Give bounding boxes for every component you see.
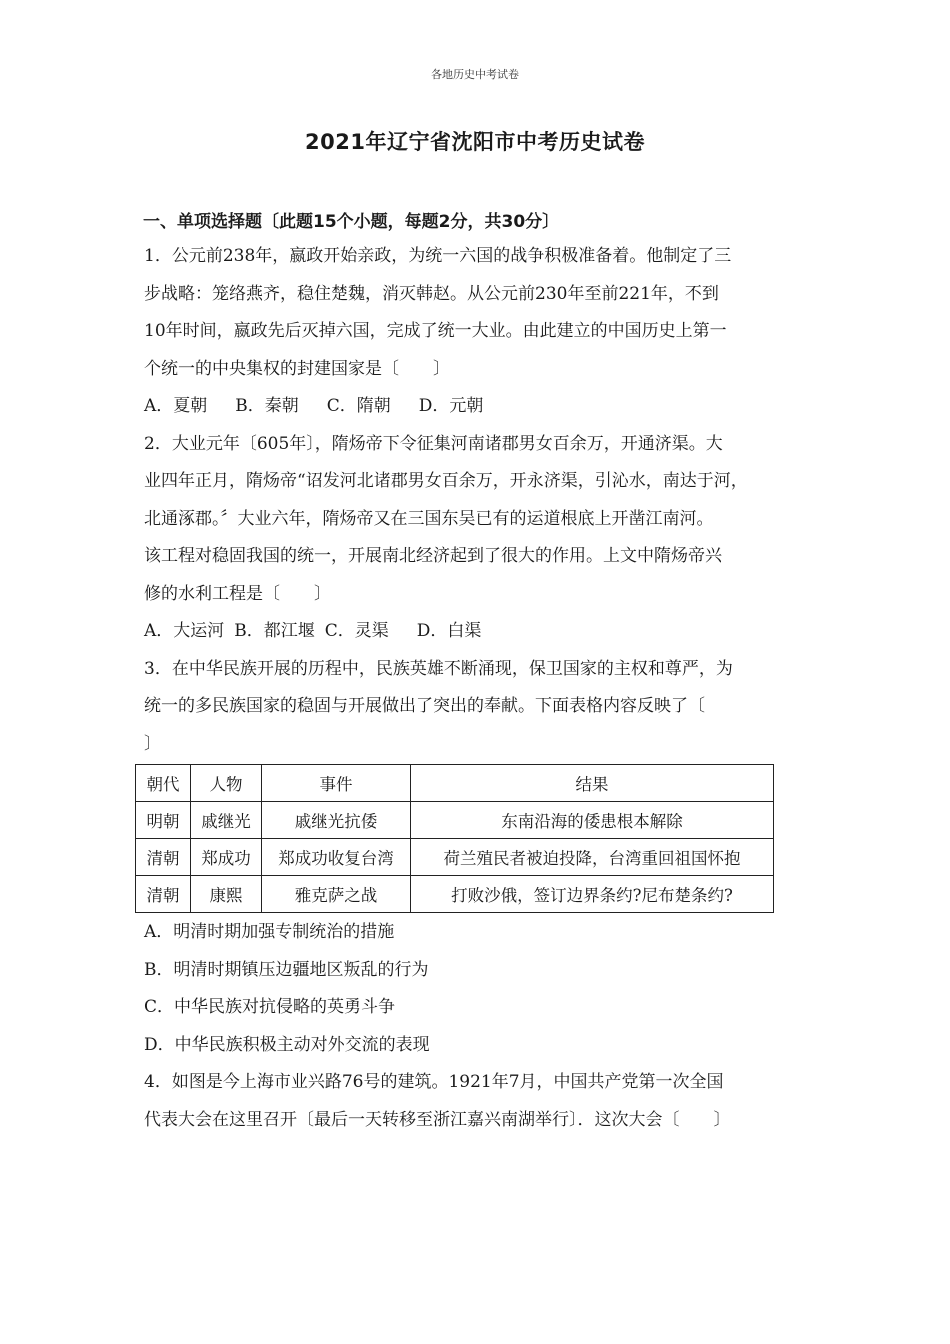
table-cell: 戚继光 <box>191 802 262 839</box>
question-2 <box>144 426 814 651</box>
question-text-line: 步战略：笼络燕齐，稳住楚魏，消灭韩赵。从公元前230年至前221年，不到 <box>144 283 719 304</box>
exam-content <box>144 206 814 1139</box>
question-text-line: 2．大业元年〔605年〕，隋炀帝下令征集河南诸郡男女百余万，开通济渠。大 <box>144 433 723 454</box>
table-cell: 康熙 <box>191 876 262 913</box>
table-header-cell: 结果 <box>411 765 774 802</box>
option-d: D．中华民族积极主动对外交流的表现 <box>144 1034 430 1055</box>
option-row <box>144 388 814 426</box>
table-row <box>136 802 774 839</box>
table-header-cell: 人物 <box>191 765 262 802</box>
table-header-row <box>136 765 774 802</box>
table-row <box>136 876 774 913</box>
option-d: D．元朝 <box>418 396 484 416</box>
table-cell: 荷兰殖民者被迫投降，台湾重回祖国怀抱 <box>411 839 774 876</box>
table-cell: 东南沿海的倭患根本解除 <box>411 802 774 839</box>
table-row <box>136 839 774 876</box>
table-cell: 打败沙俄，签订边界条约?尼布楚条约? <box>411 876 774 913</box>
option-b: B．秦朝 <box>235 396 299 416</box>
section-title: 一、单项选择题〔此题15个小题，每题2分，共30分〕 <box>143 212 560 232</box>
option-a: A．夏朝 <box>144 396 208 416</box>
question-text-line: 代表大会在这里召开〔最后一天转移至浙江嘉兴南湖举行〕．这次大会〔 〕 <box>144 1109 731 1130</box>
option-row <box>144 613 814 651</box>
question-text-line: 10年时间，嬴政先后灭掉六国，完成了统一大业。由此建立的中国历史上第一 <box>144 321 727 341</box>
option-b: B．明清时期镇压边疆地区叛乱的行为 <box>144 959 429 980</box>
option-c: C．灵渠 <box>324 621 389 641</box>
exam-title: 2021年辽宁省沈阳市中考历史试卷 <box>305 130 645 154</box>
table-header-cell: 朝代 <box>136 765 191 802</box>
question-text-line: 业四年正月，隋炀帝“诏发河北诸郡男女百余万，开永济渠，引沁水，南达于河， <box>144 471 748 491</box>
question-text-line: 北通涿郡。〞大业六年，隋炀帝又在三国东吴已有的运道根底上开凿江南河。 <box>144 508 714 529</box>
option-c: C．中华民族对抗侵略的英勇斗争 <box>144 997 396 1017</box>
question-text-line: 4．如图是今上海市业兴路76号的建筑。1921年7月，中国共产党第一次全国 <box>144 1072 724 1092</box>
table-cell: 明朝 <box>136 802 191 839</box>
question-3 <box>144 651 814 1065</box>
table-cell: 清朝 <box>136 839 191 876</box>
table-cell: 雅克萨之战 <box>262 876 411 913</box>
table-cell: 清朝 <box>136 876 191 913</box>
question-text-line: 个统一的中央集权的封建国家是〔 〕 <box>144 358 450 379</box>
question-text-line: 〕 <box>144 733 161 754</box>
option-a: A．大运河 <box>144 621 225 641</box>
option-c: C．隋朝 <box>326 396 391 416</box>
question-text-line: 1．公元前238年，嬴政开始亲政，为统一六国的战争积极准备着。他制定了三 <box>144 246 732 266</box>
table-header-cell: 事件 <box>262 765 411 802</box>
question-text-line: 该工程对稳固我国的统一，开展南北经济起到了很大的作用。上文中隋炀帝兴 <box>144 546 722 566</box>
question-text-line: 统一的多民族国家的稳固与开展做出了突出的奉献。下面表格内容反映了〔 <box>144 696 705 716</box>
question-text-line: 修的水利工程是〔 〕 <box>144 583 331 604</box>
option-a: A．明清时期加强专制统治的措施 <box>144 922 395 942</box>
history-table <box>135 764 774 913</box>
table-cell: 戚继光抗倭 <box>262 802 411 839</box>
question-4 <box>144 1064 814 1139</box>
table-cell: 郑成功 <box>191 839 262 876</box>
option-d: D．白渠 <box>416 621 482 641</box>
question-1 <box>144 238 814 426</box>
option-b: B．都江堰 <box>234 621 315 641</box>
table-cell: 郑成功收复台湾 <box>262 839 411 876</box>
running-header: 各地历史中考试卷 <box>431 68 519 81</box>
question-text-line: 3．在中华民族开展的历程中，民族英雄不断涌现，保卫国家的主权和尊严，为 <box>144 658 733 679</box>
